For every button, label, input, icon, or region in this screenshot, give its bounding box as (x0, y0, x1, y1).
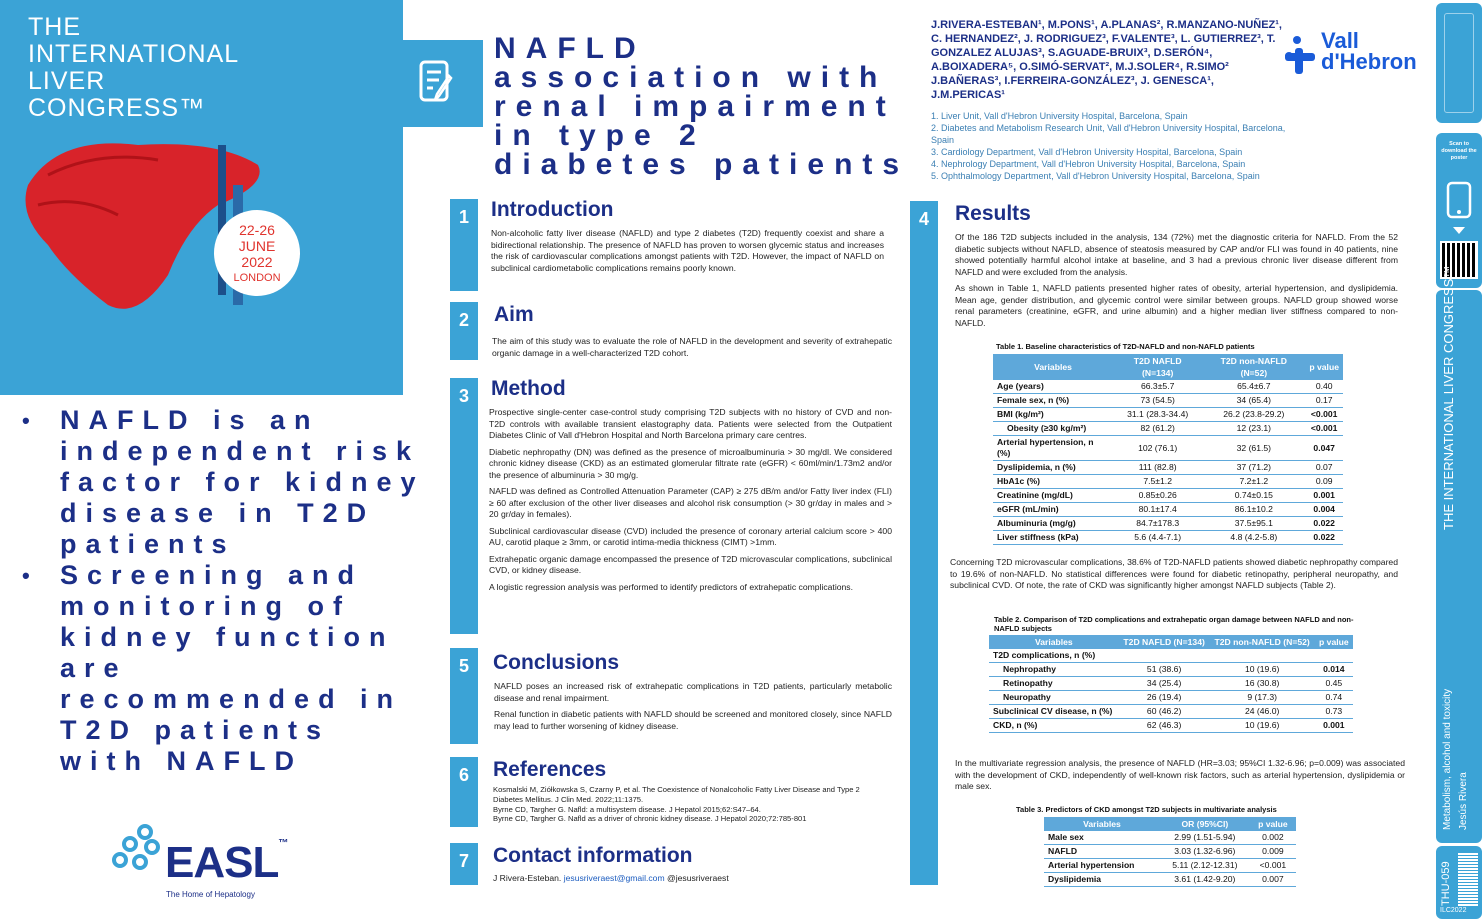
table-cell: 73 (54.5) (1113, 394, 1202, 408)
table-cell: <0.001 (1250, 859, 1296, 873)
results-text-3: In the multivariate regression analysis, the presence of NAFLD (HR=3.03; 95%CI 1.32-6.96; p=0.009) was associated with the development of CKD, independently of well-known risk factors, such as arterial hypertension, dyslipidemia or male sex. (955, 758, 1405, 791)
easl-name: EASL (165, 838, 279, 887)
table-cell (1210, 649, 1315, 663)
easl-tm: ™ (278, 838, 288, 849)
table-row (993, 394, 1343, 408)
table-cell: 7.5±1.2 (1113, 475, 1202, 489)
section-number: 6 (450, 757, 478, 827)
method-paragraph: Extrahepatic organic damage encompassed the presence of T2D microvascular complications, subclinical CVD, or kidney disease. (489, 553, 892, 575)
table-cell: 3.03 (1.32-6.96) (1160, 845, 1250, 859)
table-cell: 12 (23.1) (1202, 422, 1305, 436)
table-cell: 102 (76.1) (1113, 436, 1202, 461)
table-cell: Retinopathy (989, 677, 1119, 691)
section-number: 2 (450, 302, 478, 360)
table-cell: 37 (71.2) (1202, 461, 1305, 475)
table-cell: 51 (38.6) (1119, 663, 1210, 677)
congress-name (28, 14, 239, 122)
affiliation-item: 1. Liver Unit, Vall d'Hebron University Hospital, Barcelona, Spain (931, 111, 1188, 121)
vall-hebron-cross-icon (1283, 34, 1323, 74)
conclusions-paragraph: Renal function in diabetic patients with NAFLD should be screened and monitored closely, since NAFLD may lead to further worsening of kidney disease. (494, 709, 892, 731)
method-paragraph: A logistic regression analysis was performed to identify predictors of extrahepatic complications. (489, 581, 853, 592)
phone-icon (1444, 181, 1474, 221)
table-cell: 0.022 (1305, 517, 1343, 531)
congress-line: THE (28, 13, 81, 41)
method-paragraph: Diabetic nephropathy (DN) was defined as the presence of microalbuminuria > 30 mg/dl. We considered chronic kidney disease (CKD) as an estimated glomerular filtrate rate (eGFR) < 60ml/min/1.73m2 and/or the presence of albuminuria > 30 mg/g. (489, 446, 892, 480)
table-cell: 60 (46.2) (1119, 705, 1210, 719)
vall-hebron-logo (1283, 30, 1423, 80)
code-box (1436, 846, 1482, 919)
table-cell: 84.7±178.3 (1113, 517, 1202, 531)
table-row (993, 531, 1343, 545)
table-cell: 66.3±5.7 (1113, 380, 1202, 394)
takeaway-item: • Screening and monitoring of kidney function are recommended in T2D patients with NAFLD (22, 560, 427, 777)
table-cell: 86.1±10.2 (1202, 503, 1305, 517)
table-header-cell: Variables (993, 354, 1113, 380)
table-cell: 0.73 (1315, 705, 1353, 719)
right-sidebar (1436, 0, 1484, 921)
table-cell: 0.45 (1315, 677, 1353, 691)
poster-code: THU-059 (1440, 861, 1452, 906)
table3-caption: Table 3. Predictors of CKD amongst T2D subjects in multivariate analysis (1016, 805, 1277, 814)
reference-item: Kosmalski M, Ziółkowska S, Czarny P, et al. The Coexistence of Nonalcoholic Fatty Liver Disease and Type 2 Diabetes Mellitus. J Clin Med. 2022;11:1375. (493, 785, 860, 804)
table-cell: 82 (61.2) (1113, 422, 1202, 436)
table-cell: 3.61 (1.42-9.20) (1160, 873, 1250, 887)
table-cell: 0.047 (1305, 436, 1343, 461)
ilc-tag: ILC2022 (1440, 907, 1467, 914)
table-row (993, 461, 1343, 475)
affiliation-item: 2. Diabetes and Metabolism Research Unit, Vall d'Hebron University Hospital, Barcelona, Spain (931, 123, 1286, 145)
table-cell: 34 (25.4) (1119, 677, 1210, 691)
table-row (993, 422, 1343, 436)
table-cell: 65.4±6.7 (1202, 380, 1305, 394)
table-cell: Female sex, n (%) (993, 394, 1113, 408)
affiliations (931, 110, 1291, 182)
table-cell: 0.007 (1250, 873, 1296, 887)
table-cell: <0.001 (1305, 408, 1343, 422)
table-cell: 16 (30.8) (1210, 677, 1315, 691)
congress-banner (0, 0, 403, 395)
table3 (1044, 817, 1296, 887)
table-cell: Dyslipidemia (1044, 873, 1160, 887)
table-header-cell: T2D non-NAFLD (N=52) (1202, 354, 1305, 380)
takeaway-item: • NAFLD is an independent risk factor for kidney disease in T2D patients (22, 405, 427, 560)
table-cell: 0.001 (1315, 719, 1353, 733)
vall-line2: d'Hebron (1321, 49, 1417, 74)
table-cell (1119, 649, 1210, 663)
section-heading: Results (955, 202, 1031, 225)
congress-vertical: THE INTERNATIONAL LIVER CONGRESS™ (1441, 265, 1456, 530)
reference-item: Byrne CD, Targher G. Nafld as a driver of chronic kidney disease. J Hepatol 2020;72:785-801 (493, 814, 807, 824)
table-cell: 10 (19.6) (1210, 663, 1315, 677)
section-number: 1 (450, 199, 478, 291)
arrow-down-icon (1453, 227, 1465, 234)
table-header-cell: T2D NAFLD (N=134) (1119, 635, 1210, 649)
table-cell: 7.2±1.2 (1202, 475, 1305, 489)
table1 (993, 354, 1343, 545)
table-row (1044, 873, 1296, 887)
section-heading: Aim (494, 303, 534, 326)
document-edit-icon (417, 58, 457, 106)
results-text-2: Concerning T2D microvascular complications, 38.6% of T2D-NAFLD patients showed diabetic nephropathy compared to 19.6% of non-NAFLD. No statistical differences were found for diabetic retinopathy, peripheral neuropathy, and subclinical CVD. Of note, the rate of CKD was significantly higher amongst NAFLD subjects (Table 2). (950, 557, 1398, 590)
table-row (993, 380, 1343, 394)
method-paragraph: NAFLD was defined as Controlled Attenuation Parameter (CAP) ≥ 275 dB/m and/or Fatty liver index (FLI) ≥ 60 after exclusion of the other liver diseases and alcohol risk consumption (> 30 gr/day in males and > 20 gr/day in females). (489, 486, 892, 519)
table-header-cell: p value (1315, 635, 1353, 649)
date-year: 2022 (241, 254, 273, 270)
table-cell: 0.09 (1305, 475, 1343, 489)
sponsor-logo (1444, 13, 1474, 113)
table-cell: Subclinical CV disease, n (%) (989, 705, 1119, 719)
easl-tagline: The Home of Hepatology (166, 890, 255, 899)
table-cell: eGFR (mL/min) (993, 503, 1113, 517)
table-row (1044, 831, 1296, 845)
table-header-cell: p value (1305, 354, 1343, 380)
table-cell: NAFLD (1044, 845, 1160, 859)
table-cell: 9 (17.3) (1210, 691, 1315, 705)
vall-line1: Vall (1321, 28, 1359, 53)
scan-text (1436, 141, 1482, 162)
table-cell: 26 (19.4) (1119, 691, 1210, 705)
table1-caption: Table 1. Baseline characteristics of T2D-NAFLD and non-NAFLD patients (996, 342, 1255, 351)
table-cell: 0.17 (1305, 394, 1343, 408)
table-header-cell: T2D NAFLD (N=134) (1113, 354, 1202, 380)
table-header-cell: T2D non-NAFLD (N=52) (1210, 635, 1315, 649)
scan-line: Scan to (1449, 141, 1469, 147)
table-header-cell: OR (95%CI) (1160, 817, 1250, 831)
section-number: 7 (450, 843, 478, 885)
table-row (989, 677, 1353, 691)
table-cell: 0.001 (1305, 489, 1343, 503)
table-cell: Male sex (1044, 831, 1160, 845)
table-cell: Liver stiffness (kPa) (993, 531, 1113, 545)
scan-line: poster (1450, 155, 1468, 161)
date-city: LONDON (233, 272, 281, 284)
table-row (993, 436, 1343, 461)
congress-line: LIVER (28, 67, 106, 95)
affiliation-item: 5. Ophthalmology Department, Vall d'Hebron University Hospital, Barcelona, Spain (931, 171, 1260, 181)
table-cell: 4.8 (4.2-5.8) (1202, 531, 1305, 545)
table-row (993, 475, 1343, 489)
table-cell (1315, 649, 1353, 663)
table-row (993, 489, 1343, 503)
table-cell: 10 (19.6) (1210, 719, 1315, 733)
table-cell: 0.74±0.15 (1202, 489, 1305, 503)
table-cell: 111 (82.8) (1113, 461, 1202, 475)
table-cell: CKD, n (%) (989, 719, 1119, 733)
table-row (993, 517, 1343, 531)
info-box (1436, 265, 1482, 843)
table-cell: 37.5±95.1 (1202, 517, 1305, 531)
table-cell: 2.99 (1.51-5.94) (1160, 831, 1250, 845)
table-cell: Arterial hypertension, n (%) (993, 436, 1113, 461)
table-header-cell: Variables (989, 635, 1119, 649)
table-cell: 0.85±0.26 (1113, 489, 1202, 503)
method-text (489, 407, 892, 598)
table-row (989, 649, 1353, 663)
section-heading: Contact information (493, 844, 693, 867)
contact-line (493, 873, 729, 883)
table-cell: Arterial hypertension (1044, 859, 1160, 873)
congress-line: INTERNATIONAL (28, 40, 240, 68)
table-cell: BMI (kg/m²) (993, 408, 1113, 422)
conclusions-text (494, 681, 892, 737)
conclusions-paragraph: NAFLD poses an increased risk of extrahepatic complications in T2D patients, particularly metabolic disease and renal impairment. (494, 681, 892, 703)
table-cell: 34 (65.4) (1202, 394, 1305, 408)
table-cell: Nephropathy (989, 663, 1119, 677)
table-row (989, 705, 1353, 719)
contact-email-link[interactable]: jesusriveraest@gmail.com (563, 873, 665, 883)
table-cell: Neuropathy (989, 691, 1119, 705)
table-cell: 80.1±17.4 (1113, 503, 1202, 517)
table-row (993, 503, 1343, 517)
table-row (1044, 845, 1296, 859)
section-heading: Method (491, 377, 566, 400)
table-cell: 0.009 (1250, 845, 1296, 859)
table-cell: 5.6 (4.4-7.1) (1113, 531, 1202, 545)
results-paragraph: As shown in Table 1, NAFLD patients presented higher rates of obesity, arterial hypertension, and dyslipidemia. Mean age, gender distribution, and glycemic control were similar between groups. NAFLD group showed worse renal parameters (creatinine, eGFR, and urine albumin) and a higher median liver stiffness compared to non-NAFLD. (955, 283, 1398, 328)
poster-title: NAFLD association with renal impairment in type 2 diabetes patients (494, 32, 910, 181)
date-badge (214, 210, 300, 296)
author-vertical: Jesús Rivera (1458, 772, 1469, 830)
table-cell: 0.74 (1315, 691, 1353, 705)
results-text-1 (955, 232, 1398, 334)
table-row (989, 691, 1353, 705)
table-cell: 24 (46.0) (1210, 705, 1315, 719)
affiliation-item: 4. Nephrology Department, Vall d'Hebron University Hospital, Barcelona, Spain (931, 159, 1246, 169)
table-cell: Dyslipidemia, n (%) (993, 461, 1113, 475)
table-cell: Obesity (≥30 kg/m²) (993, 422, 1113, 436)
table-cell: 5.11 (2.12-12.31) (1160, 859, 1250, 873)
references-list (493, 785, 888, 824)
section-number: 4 (910, 201, 938, 885)
aim-text: The aim of this study was to evaluate the role of NAFLD in the development and severity of extrahepatic organic damage in a well-characterized T2D cohort. (492, 336, 892, 358)
scan-line: download the (1441, 148, 1477, 154)
table2 (989, 635, 1353, 733)
table-cell: T2D complications, n (%) (989, 649, 1119, 663)
affiliation-item: 3. Cardiology Department, Vall d'Hebron University Hospital, Barcelona, Spain (931, 147, 1243, 157)
sponsor-box (1436, 3, 1482, 123)
intro-text: Non-alcoholic fatty liver disease (NAFLD) and type 2 diabetes (T2D) frequently coexist and share a bidirectional relationship. The presence of NAFLD has proven to worsen glycemic status and increases the risk of cardiovascular complications amongst patients with T2D. However, the impact of NAFLD on subclinical cardiometabolic complications remains poorly known. (491, 228, 884, 273)
table-cell: 0.014 (1315, 663, 1353, 677)
section-heading: References (493, 758, 607, 781)
topic-vertical: Metabolism, alcohol and toxicity (1442, 688, 1453, 830)
table-cell: 0.07 (1305, 461, 1343, 475)
table-cell: HbA1c (%) (993, 475, 1113, 489)
section-number: 5 (450, 648, 478, 744)
date-month: JUNE (238, 238, 276, 254)
easl-logo (110, 820, 290, 910)
method-paragraph: Subclinical cardiovascular disease (CVD) included the presence of coronary arterial calcium score > 400 AU, carotid plaque ≥ 3mm, or carotid intima-media thickness (CIMT) >1mm. (489, 525, 892, 547)
table-row (1044, 859, 1296, 873)
table-cell: 0.002 (1250, 831, 1296, 845)
section-heading: Introduction (491, 198, 614, 221)
table-cell: 26.2 (23.8-29.2) (1202, 408, 1305, 422)
easl-hexagons-icon (110, 822, 165, 877)
section-heading: Conclusions (493, 651, 620, 674)
table-cell: Creatinine (mg/dL) (993, 489, 1113, 503)
contact-name: J Rivera-Esteban. (493, 873, 562, 883)
table-cell: 0.022 (1305, 531, 1343, 545)
table2-caption: Table 2. Comparison of T2D complications and extrahepatic organ damage between NAFLD and non-NAFLD subjects (994, 615, 1354, 633)
results-paragraph: Of the 186 T2D subjects included in the analysis, 134 (72%) met the diagnostic criteria for NAFLD. From the 52 diabetic subjects without NAFLD, absence of steatosis measured by CAP and/or FLI was found in 40 patients, nine showed potentially harmful alcohol intake at baseline, and 3 had a previous chronic liver disease different from NAFLD and were excluded from the analysis. (955, 232, 1398, 277)
method-paragraph: Prospective single-center case-control study comprising T2D subjects with no history of CVD and non-T2D controls with available transient elastography data. Patients were selected from the Outpatient Diabetes Clinic of Vall d'Hebron Hospital and North Barcelona primary care centres. (489, 407, 892, 440)
title-tab (403, 40, 483, 127)
table-row (989, 719, 1353, 733)
key-takeaways (22, 405, 427, 777)
table-cell: 32 (61.5) (1202, 436, 1305, 461)
table-cell: Age (years) (993, 380, 1113, 394)
section-number: 3 (450, 378, 478, 634)
table-cell: 0.40 (1305, 380, 1343, 394)
table-cell: Albuminuria (mg/g) (993, 517, 1113, 531)
table-header-cell: Variables (1044, 817, 1160, 831)
table-cell: 0.004 (1305, 503, 1343, 517)
table-cell: 31.1 (28.3-34.4) (1113, 408, 1202, 422)
table-row (989, 663, 1353, 677)
barcode (1458, 852, 1478, 906)
congress-line: CONGRESS™ (28, 94, 206, 122)
table-header-cell: p value (1250, 817, 1296, 831)
author-list: J.RIVERA-ESTEBAN¹, M.PONS¹, A.PLANAS², R.MANZANO-NUÑEZ¹, C. HERNANDEZ², J. RODRIGUEZ³, F.VALENTE³, L. GUTIERREZ³, T. GONZALEZ ALUJAS³, S.AGUADE-BRUIX³, D.SERÓN⁴, A.BOIXADERA⁵, O.SIMÓ-SERVAT², M.J.SOLER⁴, R.SIMO² J.BAÑERAS³, I.FERREIRA-GONZÁLEZ³, J. GENESCA¹, J.M.PERICAS¹ (931, 19, 1282, 101)
table-row (993, 408, 1343, 422)
contact-handle: @jesusriveraest (667, 873, 729, 883)
table-cell: 62 (46.3) (1119, 719, 1210, 733)
table-cell: <0.001 (1305, 422, 1343, 436)
date-days: 22-26 (239, 222, 275, 238)
reference-item: Byrne CD, Targher G. Nafld: a multisystem disease. J Hepatol 2015;62:S47–64. (493, 804, 761, 814)
